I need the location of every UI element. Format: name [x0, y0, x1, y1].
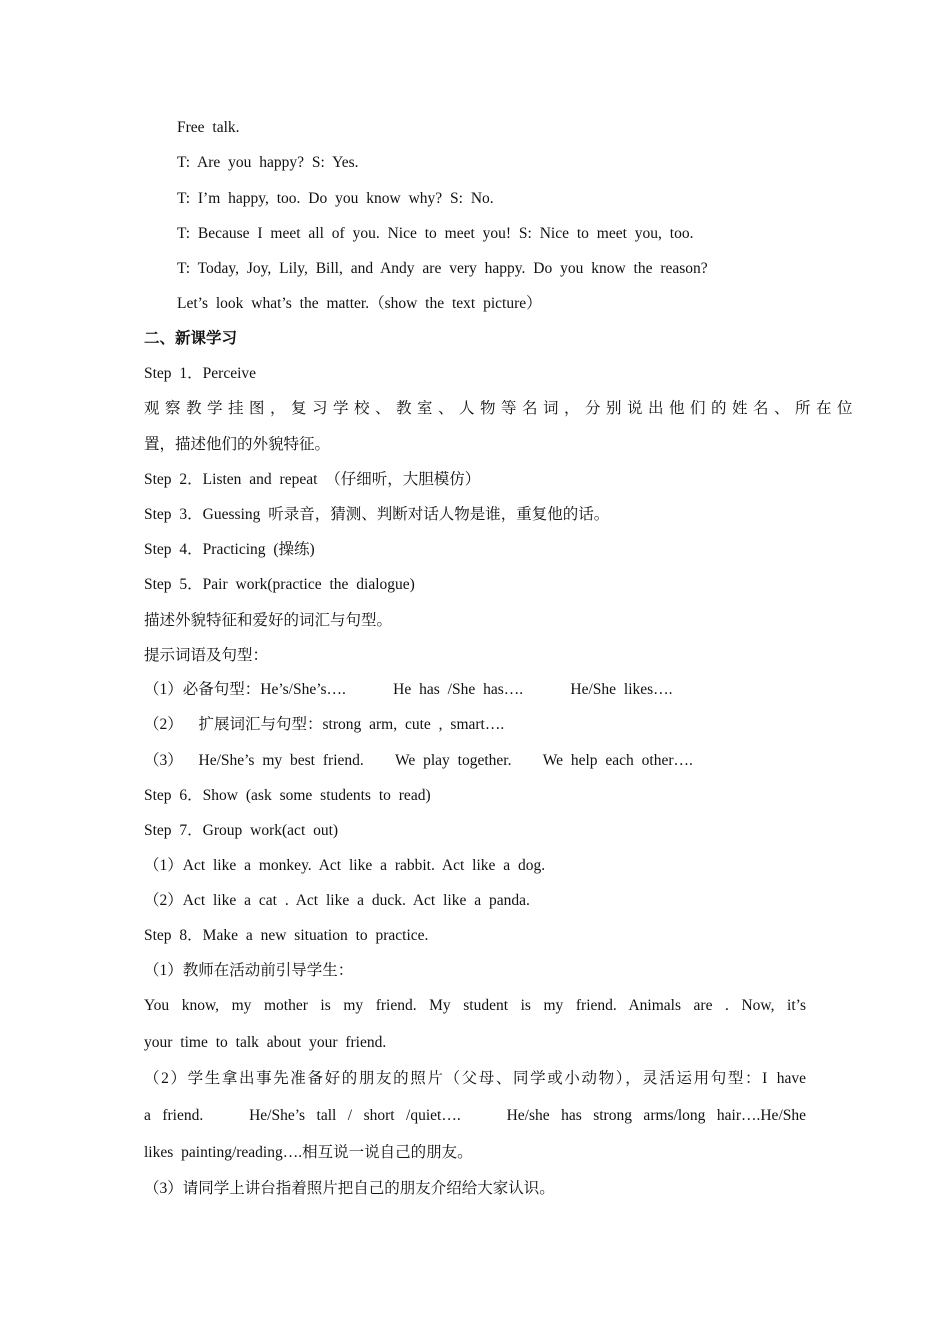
hint-1: （1）必备句型：He’s/She’s…. He has /She has…. He/She likes…. [144, 681, 673, 698]
step-2: Step 2．Listen and repeat （仔细听，大胆模仿） [144, 471, 481, 488]
step-1: Step 1．Perceive [144, 365, 257, 382]
dialogue-line-5: Let’s look what’s the matter.（show the text picture） [177, 295, 542, 312]
section-title: 二、新课学习 [144, 330, 238, 347]
act-line-2: （2）Act like a cat . Act like a duck. Act like a panda. [144, 892, 530, 909]
free-talk-heading: Free talk. [177, 119, 240, 136]
step-1-desc-line-1: 观察教学挂图，复习学校、教室、人物等名词，分别说出他们的姓名、所在位 [144, 400, 859, 417]
step-8-item-1-text-line-1: You know, my mother is my friend. My student is my friend. Animals are . Now, it’s [144, 997, 806, 1014]
dialogue-line-1: T: Are you happy? S: Yes. [177, 154, 359, 171]
step-1-desc-line-2: 置，描述他们的外貌特征。 [144, 436, 331, 453]
step-8: Step 8．Make a new situation to practice. [144, 927, 429, 944]
hint-title: 提示词语及句型： [144, 647, 269, 664]
hint-3: （3） He/She’s my best friend. We play together. We help each other…. [144, 752, 693, 769]
step-3: Step 3．Guessing 听录音，猜测、判断对话人物是谁，重复他的话。 [144, 506, 610, 523]
step-8-item-2-line-1: （2）学生拿出事先准备好的朋友的照片（父母、同学或小动物），灵活运用句型：I have [144, 1070, 806, 1087]
hint-2: （2） 扩展词汇与句型：strong arm, cute , smart…. [144, 716, 505, 733]
step-8-item-2-line-2: a friend. He/She’s tall / short /quiet…. He/she has strong arms/long hair….He/She [144, 1107, 806, 1124]
dialogue-line-3: T: Because I meet all of you. Nice to meet you! S: Nice to meet you, too. [177, 225, 694, 242]
step-5: Step 5．Pair work(practice the dialogue) [144, 576, 415, 593]
dialogue-line-4: T: Today, Joy, Lily, Bill, and Andy are very happy. Do you know the reason? [177, 260, 708, 277]
dialogue-line-2: T: I’m happy, too. Do you know why? S: No. [177, 190, 494, 207]
step-8-item-1-text-line-2: your time to talk about your friend. [144, 1034, 387, 1051]
step-6: Step 6．Show (ask some students to read) [144, 787, 431, 804]
act-line-1: （1）Act like a monkey. Act like a rabbit. Act like a dog. [144, 857, 546, 874]
step-8-item-2-line-3: likes painting/reading….相互说一说自己的朋友。 [144, 1144, 473, 1161]
step-7: Step 7．Group work(act out) [144, 822, 339, 839]
step-5-desc: 描述外貌特征和爱好的词汇与句型。 [144, 612, 393, 629]
step-8-item-1: （1）教师在活动前引导学生： [144, 962, 354, 979]
step-4: Step 4．Practicing (操练) [144, 541, 315, 558]
step-8-item-3: （3）请同学上讲台指着照片把自己的朋友介绍给大家认识。 [144, 1180, 555, 1197]
